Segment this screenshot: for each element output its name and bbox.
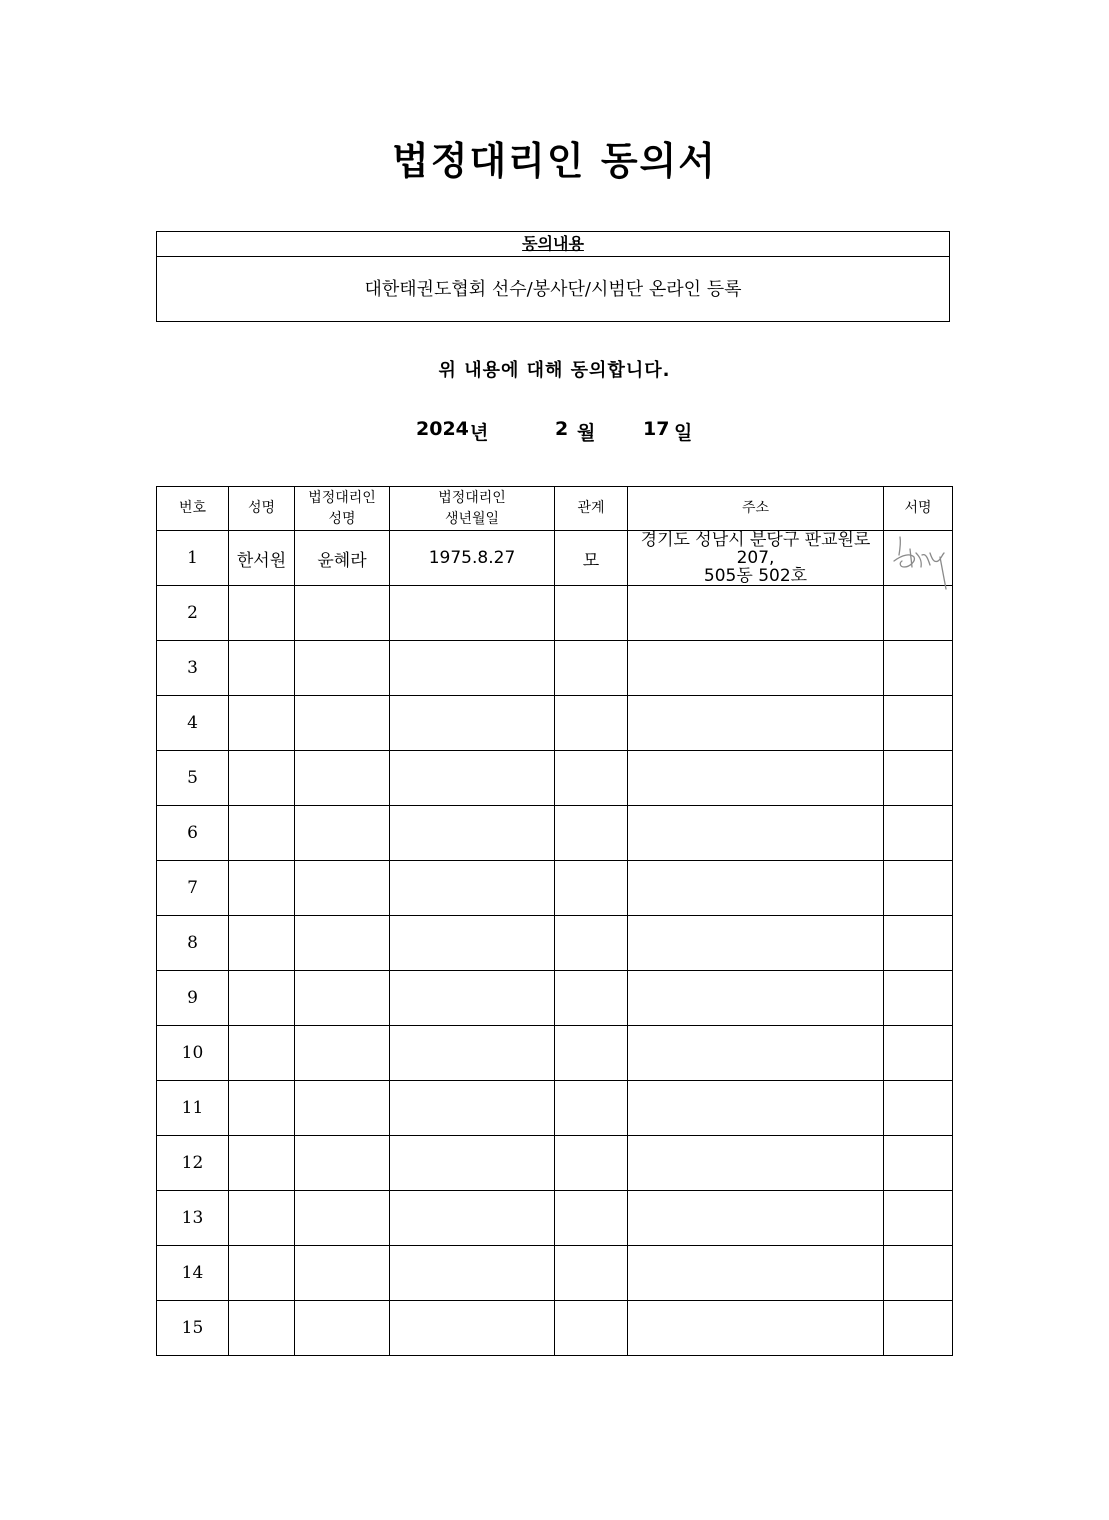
cell-address [628, 916, 884, 971]
cell-relation [555, 641, 628, 696]
table-row [157, 1191, 953, 1246]
address-line2: 505동 502호 [703, 566, 808, 586]
header-rep-name-line2: 성명 [328, 510, 356, 527]
cell-number: 14 [157, 1246, 229, 1301]
cell-signature [884, 861, 953, 916]
cell-relation [555, 1026, 628, 1081]
cell-name [229, 1191, 295, 1246]
cell-name [229, 806, 295, 861]
cell-rep-birth [390, 1026, 555, 1081]
cell-number: 7 [157, 861, 229, 916]
cell-relation [555, 1081, 628, 1136]
cell-rep-birth: 1975.8.27 [390, 531, 555, 586]
header-relation: 관계 [555, 487, 628, 531]
representative-table [156, 486, 953, 1356]
cell-signature [884, 1301, 953, 1356]
table-row [157, 1026, 953, 1081]
table-row [157, 696, 953, 751]
consent-date [0, 418, 1109, 444]
cell-number: 4 [157, 696, 229, 751]
cell-number: 9 [157, 971, 229, 1026]
cell-relation [555, 1246, 628, 1301]
cell-number: 6 [157, 806, 229, 861]
cell-relation [555, 751, 628, 806]
date-day-unit: 일 [674, 422, 693, 444]
cell-signature [884, 586, 953, 641]
date-day: 17 [643, 418, 670, 440]
cell-address [628, 641, 884, 696]
table-row [157, 806, 953, 861]
table-row [157, 586, 953, 641]
cell-rep-name [295, 861, 390, 916]
cell-relation: 모 [555, 531, 628, 586]
cell-number: 11 [157, 1081, 229, 1136]
cell-signature [884, 1136, 953, 1191]
cell-rep-name [295, 641, 390, 696]
cell-signature [884, 696, 953, 751]
consent-header-label: 동의내용 [522, 234, 584, 253]
cell-number: 3 [157, 641, 229, 696]
cell-address [628, 971, 884, 1026]
cell-rep-name: 윤혜라 [295, 531, 390, 586]
cell-relation [555, 971, 628, 1026]
cell-rep-name [295, 806, 390, 861]
consent-header [157, 232, 949, 257]
cell-number: 8 [157, 916, 229, 971]
table-row [157, 641, 953, 696]
handwritten-signature [888, 531, 950, 593]
cell-address [628, 1301, 884, 1356]
cell-address [628, 806, 884, 861]
cell-name [229, 1246, 295, 1301]
document-title: 법정대리인 동의서 [392, 139, 717, 183]
cell-signature [884, 641, 953, 696]
cell-rep-birth [390, 751, 555, 806]
cell-signature [884, 806, 953, 861]
cell-name [229, 1136, 295, 1191]
cell-rep-name [295, 586, 390, 641]
cell-signature [884, 751, 953, 806]
cell-name [229, 861, 295, 916]
cell-name [229, 1026, 295, 1081]
table-row [157, 1081, 953, 1136]
cell-rep-birth [390, 1246, 555, 1301]
table-header-row [157, 487, 953, 531]
table-row [157, 531, 953, 586]
cell-address [628, 1081, 884, 1136]
cell-relation [555, 1191, 628, 1246]
table-row [157, 1136, 953, 1191]
cell-rep-name [295, 1136, 390, 1191]
cell-rep-birth [390, 1191, 555, 1246]
cell-rep-birth [390, 916, 555, 971]
cell-name [229, 751, 295, 806]
header-name: 성명 [229, 487, 295, 531]
cell-rep-name [295, 1246, 390, 1301]
cell-address [628, 751, 884, 806]
cell-relation [555, 696, 628, 751]
cell-relation [555, 916, 628, 971]
cell-address [628, 1191, 884, 1246]
table-row [157, 751, 953, 806]
cell-relation [555, 806, 628, 861]
cell-relation [555, 861, 628, 916]
cell-address [628, 1246, 884, 1301]
cell-number: 2 [157, 586, 229, 641]
cell-signature [884, 1246, 953, 1301]
table-row [157, 916, 953, 971]
header-address: 주소 [628, 487, 884, 531]
header-signature: 서명 [884, 487, 953, 531]
cell-address [628, 531, 884, 586]
header-rep-birth-line1: 법정대리인 [438, 489, 506, 506]
cell-relation [555, 1301, 628, 1356]
table-row [157, 861, 953, 916]
cell-address [628, 586, 884, 641]
header-number: 번호 [157, 487, 229, 531]
table-row [157, 971, 953, 1026]
cell-signature [884, 531, 953, 586]
cell-number: 12 [157, 1136, 229, 1191]
consent-box [156, 231, 950, 322]
cell-name [229, 641, 295, 696]
cell-signature [884, 1191, 953, 1246]
cell-rep-name [295, 751, 390, 806]
cell-name [229, 696, 295, 751]
cell-name [229, 586, 295, 641]
cell-relation [555, 586, 628, 641]
cell-signature [884, 1026, 953, 1081]
cell-name: 한서원 [229, 531, 295, 586]
cell-rep-birth [390, 586, 555, 641]
cell-name [229, 971, 295, 1026]
cell-signature [884, 1081, 953, 1136]
table-row [157, 1301, 953, 1356]
address-line1: 경기도 성남시 분당구 판교원로 207, [640, 530, 871, 568]
cell-name [229, 916, 295, 971]
cell-signature [884, 971, 953, 1026]
cell-rep-birth [390, 861, 555, 916]
cell-rep-name [295, 1191, 390, 1246]
cell-relation [555, 1136, 628, 1191]
table-row [157, 1246, 953, 1301]
date-year: 2024 [416, 418, 469, 440]
cell-number: 10 [157, 1026, 229, 1081]
cell-rep-name [295, 1081, 390, 1136]
header-rep-name-line1: 법정대리인 [308, 489, 376, 506]
cell-rep-birth [390, 806, 555, 861]
date-month: 2 [555, 418, 569, 440]
consent-text: 대한태권도협회 선수/봉사단/시범단 온라인 등록 [364, 279, 742, 300]
cell-rep-birth [390, 696, 555, 751]
date-month-unit: 월 [577, 422, 596, 444]
cell-name [229, 1081, 295, 1136]
cell-rep-name [295, 916, 390, 971]
cell-rep-name [295, 971, 390, 1026]
header-rep-birth-line2: 생년월일 [444, 510, 500, 527]
cell-number: 15 [157, 1301, 229, 1356]
cell-name [229, 1301, 295, 1356]
cell-address [628, 1136, 884, 1191]
date-year-unit: 년 [470, 422, 489, 444]
cell-address [628, 1026, 884, 1081]
cell-address [628, 696, 884, 751]
cell-rep-name [295, 696, 390, 751]
header-rep-birth [390, 487, 555, 531]
cell-rep-name [295, 1301, 390, 1356]
cell-rep-name [295, 1026, 390, 1081]
cell-number: 1 [157, 531, 229, 586]
header-rep-name [295, 487, 390, 531]
cell-number: 13 [157, 1191, 229, 1246]
cell-rep-birth [390, 971, 555, 1026]
cell-rep-birth [390, 641, 555, 696]
cell-rep-birth [390, 1081, 555, 1136]
agreement-statement: 위 내용에 대해 동의합니다. [438, 360, 671, 381]
cell-rep-birth [390, 1301, 555, 1356]
cell-number: 5 [157, 751, 229, 806]
cell-rep-birth [390, 1136, 555, 1191]
cell-signature [884, 916, 953, 971]
cell-address [628, 861, 884, 916]
